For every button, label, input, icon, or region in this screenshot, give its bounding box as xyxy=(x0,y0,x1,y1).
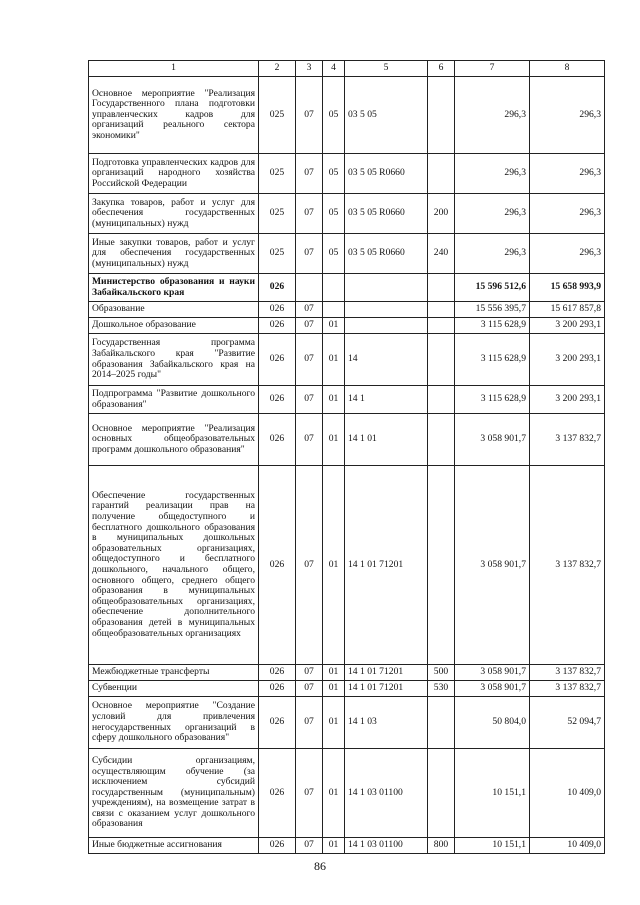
table-row xyxy=(89,274,605,302)
expense-type-code-cell xyxy=(428,697,455,749)
item-name-cell: Иные закупки товаров, работ и услуг для обеспечения государственных (муниципальных) нужд xyxy=(89,234,259,274)
section-code-cell: 07 xyxy=(296,154,323,194)
target-article-code-cell: 14 1 01 71201 xyxy=(345,665,428,681)
expense-type-code-cell xyxy=(428,318,455,334)
admin-code-cell: 026 xyxy=(259,274,296,302)
table-row xyxy=(89,749,605,838)
amount-year-1-cell: 3 115 628,9 xyxy=(455,386,530,414)
amount-year-1-cell: 3 058 901,7 xyxy=(455,681,530,697)
amount-year-1-cell: 10 151,1 xyxy=(455,749,530,838)
section-code-cell: 07 xyxy=(296,386,323,414)
table-row xyxy=(89,386,605,414)
target-article-code-cell xyxy=(345,302,428,318)
subsection-code-cell: 01 xyxy=(323,838,345,854)
table-row xyxy=(89,466,605,665)
expense-type-code-cell: 530 xyxy=(428,681,455,697)
column-header: 6 xyxy=(428,61,455,77)
section-code-cell xyxy=(296,274,323,302)
amount-year-1-cell: 15 556 395,7 xyxy=(455,302,530,318)
table-row xyxy=(89,414,605,466)
subsection-code-cell xyxy=(323,274,345,302)
subsection-code-cell: 01 xyxy=(323,681,345,697)
admin-code-cell: 026 xyxy=(259,318,296,334)
amount-year-2-cell: 3 137 832,7 xyxy=(530,665,605,681)
subsection-code-cell: 05 xyxy=(323,234,345,274)
section-code-cell: 07 xyxy=(296,665,323,681)
target-article-code-cell: 03 5 05 R0660 xyxy=(345,234,428,274)
expense-type-code-cell xyxy=(428,77,455,154)
subsection-code-cell: 05 xyxy=(323,77,345,154)
amount-year-2-cell: 52 094,7 xyxy=(530,697,605,749)
item-name-cell: Обеспечение государственных гарантий реализации прав на получение общедоступного и бесплатного дошкольного образования в муниципальных дошкольных образовательных организациях, общедоступного и бесплатного дошкольного, начального общего, основного общего, среднего общего образования в муниципальных общеобразовательных организациях, обеспечение дополнительного образования детей в муниципальных общеобразовательных организациях xyxy=(89,466,259,665)
amount-year-2-cell: 15 658 993,9 xyxy=(530,274,605,302)
subsection-code-cell: 01 xyxy=(323,414,345,466)
column-header: 2 xyxy=(259,61,296,77)
amount-year-1-cell: 3 058 901,7 xyxy=(455,414,530,466)
expense-type-code-cell: 500 xyxy=(428,665,455,681)
expense-type-code-cell xyxy=(428,334,455,386)
admin-code-cell: 026 xyxy=(259,302,296,318)
target-article-code-cell: 03 5 05 R0660 xyxy=(345,154,428,194)
admin-code-cell: 026 xyxy=(259,466,296,665)
amount-year-2-cell: 296,3 xyxy=(530,77,605,154)
subsection-code-cell: 01 xyxy=(323,334,345,386)
section-code-cell: 07 xyxy=(296,234,323,274)
admin-code-cell: 026 xyxy=(259,749,296,838)
item-name-cell: Закупка товаров, работ и услуг для обеспечения государственных (муниципальных) нужд xyxy=(89,194,259,234)
expense-type-code-cell xyxy=(428,414,455,466)
admin-code-cell: 026 xyxy=(259,697,296,749)
item-name-cell: Основное мероприятие "Реализация Государственного плана подготовки управленческих кадров для организаций реального сектора экономики" xyxy=(89,77,259,154)
admin-code-cell: 026 xyxy=(259,665,296,681)
amount-year-2-cell: 10 409,0 xyxy=(530,838,605,854)
subsection-code-cell: 01 xyxy=(323,386,345,414)
admin-code-cell: 025 xyxy=(259,234,296,274)
target-article-code-cell: 14 1 01 71201 xyxy=(345,466,428,665)
target-article-code-cell: 03 5 05 xyxy=(345,77,428,154)
expense-type-code-cell xyxy=(428,749,455,838)
table-row xyxy=(89,302,605,318)
amount-year-2-cell: 3 137 832,7 xyxy=(530,414,605,466)
section-code-cell: 07 xyxy=(296,302,323,318)
item-name-cell: Межбюджетные трансферты xyxy=(89,665,259,681)
target-article-code-cell: 14 1 03 01100 xyxy=(345,749,428,838)
table-row xyxy=(89,838,605,854)
table-header-row xyxy=(89,61,605,77)
section-code-cell: 07 xyxy=(296,681,323,697)
section-code-cell: 07 xyxy=(296,318,323,334)
amount-year-2-cell: 296,3 xyxy=(530,234,605,274)
amount-year-2-cell: 10 409,0 xyxy=(530,749,605,838)
subsection-code-cell xyxy=(323,302,345,318)
admin-code-cell: 026 xyxy=(259,414,296,466)
table-row xyxy=(89,681,605,697)
item-name-cell: Основное мероприятие "Реализация основных общеобразовательных программ дошкольного образования" xyxy=(89,414,259,466)
expense-type-code-cell xyxy=(428,386,455,414)
admin-code-cell: 025 xyxy=(259,154,296,194)
target-article-code-cell: 14 1 03 01100 xyxy=(345,838,428,854)
section-code-cell: 07 xyxy=(296,838,323,854)
section-code-cell: 07 xyxy=(296,697,323,749)
table-row xyxy=(89,334,605,386)
item-name-cell: Подпрограмма "Развитие дошкольного образования" xyxy=(89,386,259,414)
expense-type-code-cell: 240 xyxy=(428,234,455,274)
amount-year-2-cell: 15 617 857,8 xyxy=(530,302,605,318)
amount-year-1-cell: 15 596 512,6 xyxy=(455,274,530,302)
item-name-cell: Министерство образования и науки Забайкальского края xyxy=(89,274,259,302)
table-row xyxy=(89,194,605,234)
target-article-code-cell: 14 1 03 xyxy=(345,697,428,749)
subsection-code-cell: 01 xyxy=(323,665,345,681)
amount-year-1-cell: 296,3 xyxy=(455,194,530,234)
amount-year-1-cell: 3 058 901,7 xyxy=(455,665,530,681)
expense-type-code-cell xyxy=(428,466,455,665)
page-number: 86 xyxy=(314,859,326,873)
section-code-cell: 07 xyxy=(296,414,323,466)
subsection-code-cell: 01 xyxy=(323,697,345,749)
target-article-code-cell: 14 1 01 xyxy=(345,414,428,466)
expense-type-code-cell: 800 xyxy=(428,838,455,854)
section-code-cell: 07 xyxy=(296,77,323,154)
admin-code-cell: 026 xyxy=(259,681,296,697)
amount-year-1-cell: 296,3 xyxy=(455,154,530,194)
amount-year-1-cell: 296,3 xyxy=(455,234,530,274)
table-row xyxy=(89,318,605,334)
expense-type-code-cell xyxy=(428,274,455,302)
target-article-code-cell: 03 5 05 R0660 xyxy=(345,194,428,234)
section-code-cell: 07 xyxy=(296,749,323,838)
column-header: 3 xyxy=(296,61,323,77)
amount-year-1-cell: 3 058 901,7 xyxy=(455,466,530,665)
amount-year-2-cell: 296,3 xyxy=(530,154,605,194)
column-header: 4 xyxy=(323,61,345,77)
item-name-cell: Дошкольное образование xyxy=(89,318,259,334)
item-name-cell: Образование xyxy=(89,302,259,318)
admin-code-cell: 025 xyxy=(259,194,296,234)
amount-year-2-cell: 3 200 293,1 xyxy=(530,334,605,386)
table-row xyxy=(89,665,605,681)
amount-year-1-cell: 3 115 628,9 xyxy=(455,334,530,386)
item-name-cell: Государственная программа Забайкальского края "Развитие образования Забайкальского края на 2014–2025 годы" xyxy=(89,334,259,386)
target-article-code-cell: 14 1 xyxy=(345,386,428,414)
target-article-code-cell xyxy=(345,318,428,334)
table-row xyxy=(89,234,605,274)
column-header: 8 xyxy=(530,61,605,77)
target-article-code-cell xyxy=(345,274,428,302)
amount-year-2-cell: 3 137 832,7 xyxy=(530,466,605,665)
amount-year-1-cell: 50 804,0 xyxy=(455,697,530,749)
target-article-code-cell: 14 xyxy=(345,334,428,386)
amount-year-2-cell: 3 137 832,7 xyxy=(530,681,605,697)
amount-year-2-cell: 3 200 293,1 xyxy=(530,386,605,414)
table-row xyxy=(89,697,605,749)
section-code-cell: 07 xyxy=(296,194,323,234)
table-row xyxy=(89,154,605,194)
section-code-cell: 07 xyxy=(296,334,323,386)
amount-year-2-cell: 296,3 xyxy=(530,194,605,234)
subsection-code-cell: 05 xyxy=(323,154,345,194)
column-header: 7 xyxy=(455,61,530,77)
section-code-cell: 07 xyxy=(296,466,323,665)
subsection-code-cell: 01 xyxy=(323,749,345,838)
amount-year-1-cell: 3 115 628,9 xyxy=(455,318,530,334)
admin-code-cell: 026 xyxy=(259,334,296,386)
item-name-cell: Подготовка управленческих кадров для организаций народного хозяйства Российской Федерации xyxy=(89,154,259,194)
admin-code-cell: 026 xyxy=(259,838,296,854)
amount-year-1-cell: 296,3 xyxy=(455,77,530,154)
item-name-cell: Субвенции xyxy=(89,681,259,697)
subsection-code-cell: 01 xyxy=(323,466,345,665)
subsection-code-cell: 01 xyxy=(323,318,345,334)
subsection-code-cell: 05 xyxy=(323,194,345,234)
target-article-code-cell: 14 1 01 71201 xyxy=(345,681,428,697)
expense-type-code-cell xyxy=(428,154,455,194)
expense-type-code-cell: 200 xyxy=(428,194,455,234)
expense-type-code-cell xyxy=(428,302,455,318)
item-name-cell: Основное мероприятие "Создание условий для привлечения негосударственных организаций в сферу дошкольного образования" xyxy=(89,697,259,749)
budget-table xyxy=(88,60,605,854)
amount-year-2-cell: 3 200 293,1 xyxy=(530,318,605,334)
amount-year-1-cell: 10 151,1 xyxy=(455,838,530,854)
item-name-cell: Субсидии организациям, осуществляющим обучение (за исключением субсидий государственным (муниципальным) учреждениям), на возмещение затрат в связи с оказанием услуг дошкольного образования xyxy=(89,749,259,838)
admin-code-cell: 026 xyxy=(259,386,296,414)
column-header: 1 xyxy=(89,61,259,77)
column-header: 5 xyxy=(345,61,428,77)
table-row xyxy=(89,77,605,154)
admin-code-cell: 025 xyxy=(259,77,296,154)
item-name-cell: Иные бюджетные ассигнования xyxy=(89,838,259,854)
